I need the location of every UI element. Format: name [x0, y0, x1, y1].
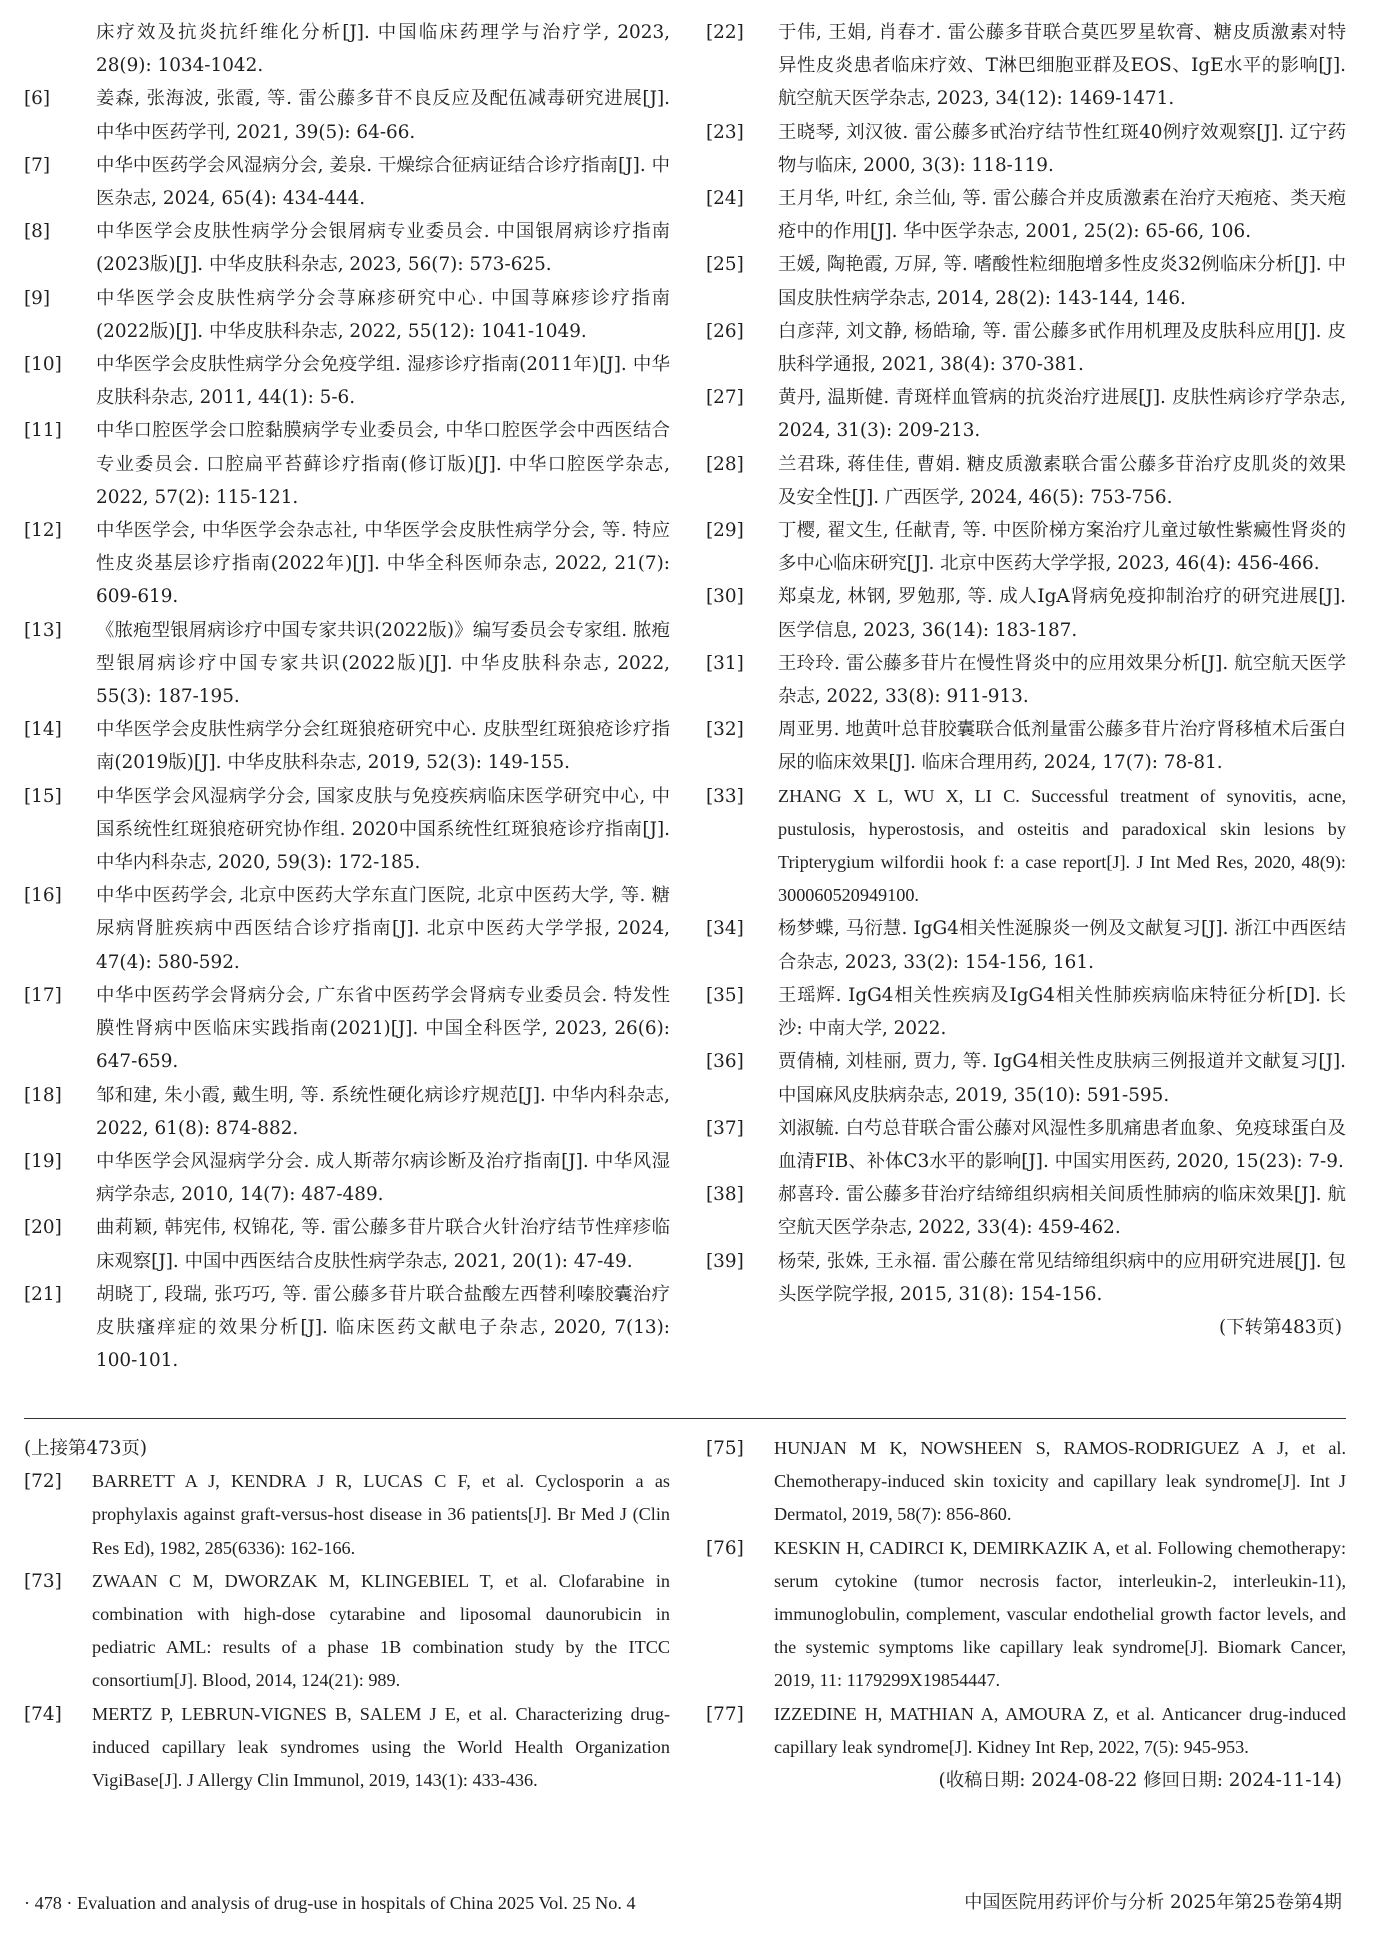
reference-39 [706, 1245, 1346, 1311]
reference-text: 王玲玲. 雷公藤多苷片在慢性肾炎中的应用效果分析[J]. 航空航天医学杂志, 2022, 33(8): 911-913. [778, 652, 1346, 708]
reference-19 [24, 1145, 670, 1211]
reference-22 [706, 16, 1346, 116]
reference-24 [706, 182, 1346, 248]
footer-journal-chinese: 中国医院用药评价与分析 2025年第25卷第4期 [964, 1892, 1342, 1913]
reference-number: [22] [706, 22, 744, 43]
reference-number: [11] [24, 420, 62, 442]
reference-15 [24, 780, 670, 880]
reference-38 [706, 1178, 1346, 1244]
reference-text: 黄丹, 温斯健. 青斑样血管病的抗炎治疗进展[J]. 皮肤性病诊疗学杂志, 2024, 31(3): 209-213. [778, 387, 1346, 442]
reference-text: 中华中医药学会, 北京中医药大学东直门医院, 北京中医药大学, 等. 糖尿病肾脏疾病中西医结合诊疗指南[J]. 北京中医药大学学报, 2024, 47(4): 580-592. [96, 885, 670, 973]
reference-73 [24, 1565, 670, 1698]
reference-text: 白彦萍, 刘文静, 杨皓瑜, 等. 雷公藤多甙作用机理及皮肤科应用[J]. 皮肤科学通报, 2021, 38(4): 370-381. [778, 320, 1346, 376]
reference-number: [6] [24, 88, 51, 110]
reference-number: [7] [24, 154, 51, 176]
reference-number: [34] [706, 918, 744, 940]
reference-text: IZZEDINE H, MATHIAN A, AMOURA Z, et al. Anticancer drug-induced capillary leak syndrome[J]. Kidney Int Rep, 2022, 7(5): 945-953. [774, 1703, 1346, 1757]
reference-number: [30] [706, 586, 744, 608]
reference-list-bottom-left [24, 1465, 670, 1797]
reference-text: 中华医学会皮肤性病学分会免疫学组. 湿疹诊疗指南(2011年)[J]. 中华皮肤科杂志, 2011, 44(1): 5-6. [96, 354, 670, 409]
reference-number: [39] [706, 1250, 744, 1272]
reference-31 [706, 647, 1346, 713]
bottom-right-column [706, 1432, 1346, 1797]
reference-text: 周亚男. 地黄叶总苷胶囊联合低剂量雷公藤多苷片治疗肾移植术后蛋白尿的临床效果[J]. 临床合理用药, 2024, 17(7): 78-81. [778, 719, 1346, 774]
reference-text: 王晓琴, 刘汉彼. 雷公藤多甙治疗结节性红斑40例疗效观察[J]. 辽宁药物与临床, 2000, 3(3): 118-119. [778, 121, 1346, 176]
reference-28 [706, 448, 1346, 514]
reference-number: [20] [24, 1217, 62, 1239]
reference-10 [24, 348, 670, 414]
reference-30 [706, 580, 1346, 646]
reference-37 [706, 1112, 1346, 1178]
reference-number: [28] [706, 453, 744, 475]
reference-23 [706, 116, 1346, 182]
reference-text: 于伟, 王娟, 肖春才. 雷公藤多苷联合莫匹罗星软膏、糖皮质激素对特异性皮炎患者临床疗效、T淋巴细胞亚群及EOS、IgE水平的影响[J]. 航空航天医学杂志, 2023, 34(12): 1469-1471. [778, 22, 1346, 110]
reference-72 [24, 1465, 670, 1565]
reference-text: KESKIN H, CADIRCI K, DEMIRKAZIK A, et al. Following chemotherapy: serum cytokine (tumor necrosis factor, interleukin-2, interleukin-11), immunoglobulin, complement, vascular endothelial growth factor levels, and the systemic symptoms like capillary leak syndrome[J]. Biomark Cancer, 2019, 11: 1179299X19854447. [774, 1537, 1346, 1691]
reference-list-top-right [706, 16, 1346, 1311]
reference-text: 姜森, 张海波, 张霞, 等. 雷公藤多苷不良反应及配伍减毒研究进展[J]. 中华中医药学刊, 2021, 39(5): 64-66. [96, 88, 670, 143]
reference-number: [18] [24, 1084, 62, 1106]
reference-8 [24, 215, 670, 281]
reference-text: 王媛, 陶艳霞, 万屏, 等. 嗜酸性粒细胞增多性皮炎32例临床分析[J]. 中国皮肤性病学杂志, 2014, 28(2): 143-144, 146. [778, 254, 1346, 309]
reference-21 [24, 1278, 670, 1378]
reference-9 [24, 282, 670, 348]
received-revised-dates: (收稿日期: 2024-08-22 修回日期: 2024-11-14) [938, 1770, 1342, 1792]
reference-7 [24, 149, 670, 215]
reference-text: 杨梦蝶, 马衍慧. IgG4相关性涎腺炎一例及文献复习[J]. 浙江中西医结合杂志, 2023, 33(2): 154-156, 161. [778, 918, 1346, 973]
reference-number: [24] [706, 188, 744, 210]
reference-number: [8] [24, 221, 51, 243]
continued-from-page-note: (上接第473页) [24, 1438, 148, 1459]
reference-number: [9] [24, 287, 51, 309]
footer-journal-english: · 478 · Evaluation and analysis of drug-use in hospitals of China 2025 Vol. 25 No. 4 [24, 1893, 636, 1913]
reference-text: 王瑶辉. IgG4相关性疾病及IgG4相关性肺疾病临床特征分析[D]. 长沙: 中南大学, 2022. [778, 984, 1346, 1040]
section-divider [24, 1418, 1346, 1419]
reference-text: 郑桌龙, 林钢, 罗勉那, 等. 成人IgA肾病免疫抑制治疗的研究进展[J]. 医学信息, 2023, 36(14): 183-187. [778, 586, 1346, 641]
reference-35 [706, 979, 1346, 1045]
reference-number: [19] [24, 1150, 62, 1172]
reference-number: [16] [24, 885, 62, 907]
reference-14 [24, 713, 670, 779]
reference-text: 王月华, 叶红, 余兰仙, 等. 雷公藤合并皮质激素在治疗天疱疮、类天疱疮中的作用[J]. 华中医学杂志, 2001, 25(2): 65-66, 106. [778, 188, 1346, 243]
top-left-column [24, 16, 670, 1377]
reference-text: 中华医学会风湿病学分会, 国家皮肤与免疫疾病临床医学研究中心, 中国系统性红斑狼疮研究协作组. 2020中国系统性红斑狼疮诊疗指南[J]. 中华内科杂志, 2020, 59(3): 172-185. [96, 785, 670, 874]
reference-number: [21] [24, 1283, 62, 1305]
reference-number: [26] [706, 320, 744, 342]
reference-text: 丁樱, 翟文生, 任献青, 等. 中医阶梯方案治疗儿童过敏性紫癜性肾炎的多中心临床研究[J]. 北京中医药大学学报, 2023, 46(4): 456-466. [778, 520, 1346, 575]
reference-number: [76] [706, 1537, 744, 1559]
reference-text: 曲莉颖, 韩宪伟, 权锦花, 等. 雷公藤多苷片联合火针治疗结节性痒疹临床观察[J]. 中国中西医结合皮肤性病学杂志, 2021, 20(1): 47-49. [96, 1217, 670, 1272]
reference-text: BARRETT A J, KENDRA J R, LUCAS C F, et al. Cyclosporin a as prophylaxis against graft-versus-host disease in 36 patients[J]. Br Med J (Clin Res Ed), 1982, 285(6336): 162-166. [92, 1471, 670, 1558]
reference-12 [24, 514, 670, 614]
reference-text: 刘淑毓. 白芍总苷联合雷公藤对风湿性多肌痛患者血象、免疫球蛋白及血清FIB、补体C3水平的影响[J]. 中国实用医药, 2020, 15(23): 7-9. [778, 1117, 1346, 1172]
reference-text: 郝喜玲. 雷公藤多苷治疗结缔组织病相关间质性肺病的临床效果[J]. 航空航天医学杂志, 2022, 33(4): 459-462. [778, 1184, 1346, 1239]
reference-11 [24, 414, 670, 514]
reference-number: [73] [24, 1570, 62, 1592]
reference-74 [24, 1698, 670, 1798]
reference-text: HUNJAN M K, NOWSHEEN S, RAMOS-RODRIGUEZ A J, et al. Chemotherapy-induced skin toxicity and capillary leak syndrome[J]. Int J Dermatol, 2019, 58(7): 856-860. [774, 1438, 1346, 1525]
reference-34 [706, 912, 1346, 978]
bottom-left-column [24, 1432, 670, 1797]
reference-76 [706, 1532, 1346, 1698]
reference-text: ZWAAN C M, DWORZAK M, KLINGEBIEL T, et al. Clofarabine in combination with high-dose cytarabine and liposomal daunorubicin in pediatric AML: results of a phase 1B combination study by the ITCC consortium[J]. Blood, 2014, 124(21): 989. [92, 1570, 670, 1691]
reference-text: 中华医学会皮肤性病学分会银屑病专业委员会. 中国银屑病诊疗指南(2023版)[J]. 中华皮肤科杂志, 2023, 56(7): 573-625. [96, 221, 670, 276]
reference-29 [706, 514, 1346, 580]
reference-number: [74] [24, 1703, 62, 1725]
reference-text: 兰君珠, 蒋佳佳, 曹娟. 糖皮质激素联合雷公藤多苷治疗皮肌炎的效果及安全性[J]. 广西医学, 2024, 46(5): 753-756. [778, 453, 1346, 508]
reference-number: [10] [24, 354, 62, 376]
reference-number: [77] [706, 1703, 744, 1725]
reference-18 [24, 1079, 670, 1145]
reference-list-top-left [24, 82, 670, 1377]
reference-text: 贾倩楠, 刘桂丽, 贾力, 等. IgG4相关性皮肤病三例报道并文献复习[J]. 中国麻风皮肤病杂志, 2019, 35(10): 591-595. [778, 1051, 1346, 1106]
reference-text: 中华医学会风湿病学分会. 成人斯蒂尔病诊断及治疗指南[J]. 中华风湿病学杂志, 2010, 14(7): 487-489. [96, 1150, 670, 1206]
reference-text: 《脓疱型银屑病诊疗中国专家共识(2022版)》编写委员会专家组. 脓疱型银屑病诊疗中国专家共识(2022版)[J]. 中华皮肤科杂志, 2022, 55(3): 187-195. [96, 619, 670, 708]
reference-text: 胡晓丁, 段瑞, 张巧巧, 等. 雷公藤多苷片联合盐酸左西替利嗪胶囊治疗皮肤瘙痒症的效果分析[J]. 临床医药文献电子杂志, 2020, 7(13): 100-101. [96, 1283, 670, 1372]
reference-77 [706, 1698, 1346, 1764]
reference-text: 中华中医药学会风湿病分会, 姜泉. 干燥综合征病证结合诊疗指南[J]. 中医杂志, 2024, 65(4): 434-444. [96, 154, 670, 210]
reference-32 [706, 713, 1346, 779]
reference-16 [24, 879, 670, 979]
reference-number: [35] [706, 984, 744, 1006]
reference-number: [36] [706, 1051, 744, 1073]
reference-number: [75] [706, 1438, 744, 1459]
reference-number: [33] [706, 785, 744, 807]
top-right-column [706, 16, 1346, 1344]
continued-on-page-note: (下转第483页) [1218, 1316, 1342, 1338]
reference-13 [24, 614, 670, 714]
reference-27 [706, 381, 1346, 447]
reference-26 [706, 315, 1346, 381]
reference-text: 中华医学会皮肤性病学分会荨麻疹研究中心. 中国荨麻疹诊疗指南(2022版)[J]. 中华皮肤科杂志, 2022, 55(12): 1041-1049. [96, 287, 670, 342]
reference-text: 邹和建, 朱小霞, 戴生明, 等. 系统性硬化病诊疗规范[J]. 中华内科杂志, 2022, 61(8): 874-882. [96, 1084, 670, 1139]
reference-text: 中华医学会皮肤性病学分会红斑狼疮研究中心. 皮肤型红斑狼疮诊疗指南(2019版)[J]. 中华皮肤科杂志, 2019, 52(3): 149-155. [96, 719, 670, 774]
reference-number: [32] [706, 719, 744, 741]
reference-text: MERTZ P, LEBRUN-VIGNES B, SALEM J E, et al. Characterizing drug-induced capillary leak syndromes using the World Health Organization VigiBase[J]. J Allergy Clin Immunol, 2019, 143(1): 433-436. [92, 1703, 670, 1791]
continued-reference-text: 床疗效及抗炎抗纤维化分析[J]. 中国临床药理学与治疗学, 2023, 28(9): 1034-1042. [96, 22, 670, 77]
reference-number: [23] [706, 121, 744, 143]
reference-number: [14] [24, 719, 62, 741]
reference-number: [31] [706, 652, 744, 674]
reference-text: 杨荣, 张姝, 王永福. 雷公藤在常见结缔组织病中的应用研究进展[J]. 包头医学院学报, 2015, 31(8): 154-156. [778, 1250, 1346, 1305]
reference-number: [72] [24, 1471, 62, 1493]
reference-number: [37] [706, 1117, 744, 1139]
reference-number: [12] [24, 520, 62, 542]
reference-number: [17] [24, 984, 62, 1006]
reference-number: [15] [24, 785, 62, 807]
reference-number: [29] [706, 520, 744, 542]
reference-20 [24, 1211, 670, 1277]
reference-6 [24, 82, 670, 148]
reference-36 [706, 1045, 1346, 1111]
reference-text: 中华中医药学会肾病分会, 广东省中医药学会肾病专业委员会. 特发性膜性肾病中医临床实践指南(2021)[J]. 中国全科医学, 2023, 26(6): 647-659. [96, 984, 670, 1073]
reference-number: [13] [24, 619, 62, 641]
reference-number: [25] [706, 254, 744, 276]
reference-17 [24, 979, 670, 1079]
reference-75 [706, 1432, 1346, 1532]
reference-number: [27] [706, 387, 744, 409]
reference-list-bottom-right [706, 1432, 1346, 1764]
reference-text: 中华医学会, 中华医学会杂志社, 中华医学会皮肤性病学分会, 等. 特应性皮炎基层诊疗指南(2022年)[J]. 中华全科医师杂志, 2022, 21(7): 609-619. [96, 520, 670, 608]
reference-33 [706, 780, 1346, 913]
reference-number: [38] [706, 1184, 744, 1206]
reference-25 [706, 248, 1346, 314]
reference-text: 中华口腔医学会口腔黏膜病学专业委员会, 中华口腔医学会中西医结合专业委员会. 口腔扁平苔藓诊疗指南(修订版)[J]. 中华口腔医学杂志, 2022, 57(2): 115-121. [96, 420, 670, 508]
reference-text: ZHANG X L, WU X, LI C. Successful treatment of synovitis, acne, pustulosis, hyperostosis, and osteitis and paradoxical skin lesions by Tripterygium wilfordii hook f: a case report[J]. J Int Med Res, 2020, 48(9): 300060520949100. [778, 785, 1346, 906]
